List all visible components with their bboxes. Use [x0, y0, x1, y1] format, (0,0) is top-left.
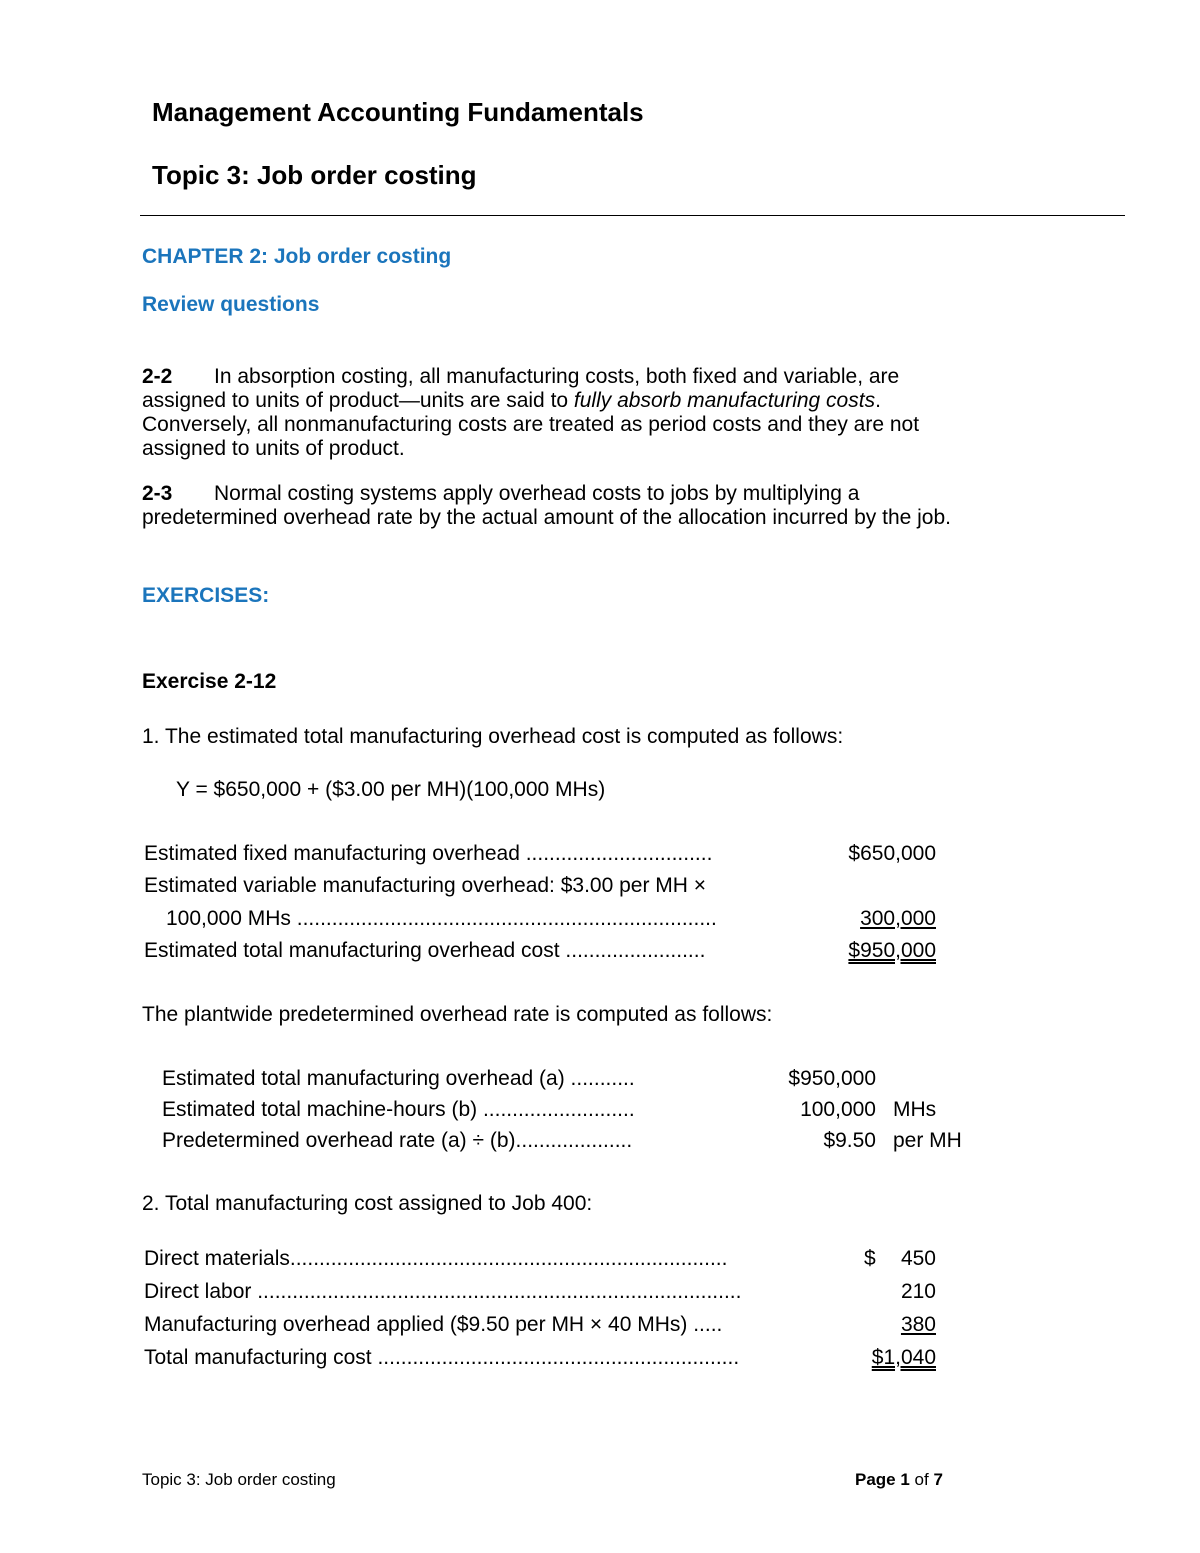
job-cost-row: Direct materials........................................................................... $ 450: [144, 1247, 936, 1270]
overhead-row: Estimated variable manufacturing overhead: $3.00 per MH ×: [144, 874, 707, 897]
overhead-row: Estimated total manufacturing overhead cost ........................ $950,000: [144, 939, 936, 962]
course-title: Management Accounting Fundamentals: [152, 97, 644, 127]
job-cost-row: Total manufacturing cost .............................................................. $1,040: [144, 1346, 936, 1369]
job-cost-row: Direct labor ................................................................................... 210: [144, 1280, 936, 1303]
rate-row: Predetermined overhead rate (a) ÷ (b).................... $9.50 per MH: [162, 1129, 962, 1152]
overhead-row: Estimated fixed manufacturing overhead ................................ $650,000: [144, 842, 936, 865]
page-indicator: Page 1 of 7: [855, 1470, 943, 1489]
rate-row: Estimated total manufacturing overhead (a) ........... $950,000: [162, 1067, 876, 1090]
exercises-heading: EXERCISES:: [142, 584, 270, 607]
cost-equation: Y = $650,000 + ($3.00 per MH)(100,000 MHs): [176, 778, 606, 801]
chapter-title: CHAPTER 2: Job order costing: [142, 245, 452, 268]
question-number: 2-3: [142, 482, 173, 505]
question-number: 2-2: [142, 365, 173, 388]
job-cost-row: Manufacturing overhead applied ($9.50 per MH × 40 MHs) ..... 380: [144, 1313, 936, 1336]
topic-title: Topic 3: Job order costing: [152, 160, 477, 190]
footer-topic: Topic 3: Job order costing: [142, 1470, 336, 1489]
review-questions-heading: Review questions: [142, 293, 320, 316]
review-question-2-3: 2-3 Normal costing systems apply overhead costs to jobs by multiplying a predetermined overhead rate by the actual amount of the allocation incurred by the job.: [142, 482, 952, 529]
emphasis-text: fully absorb manufacturing costs: [573, 389, 876, 412]
part2-intro: 2. Total manufacturing cost assigned to Job 400:: [142, 1192, 593, 1215]
overhead-row: 100,000 MHs ........................................................................ 300,000: [166, 907, 936, 930]
header-divider: [140, 215, 1125, 216]
part1-intro: 1. The estimated total manufacturing overhead cost is computed as follows:: [142, 725, 844, 748]
rate-intro: The plantwide predetermined overhead rate is computed as follows:: [142, 1003, 773, 1026]
review-question-2-2: 2-2 In absorption costing, all manufacturing costs, both fixed and variable, are assigned to units of product—units are said to fully absorb manufacturing costs. Conversely, all nonmanufacturing costs are treated as period costs and they are not assigned to units of product.: [142, 365, 920, 460]
rate-row: Estimated total machine-hours (b) .......................... 100,000 MHs: [162, 1098, 937, 1121]
exercise-title: Exercise 2-12: [142, 670, 277, 693]
